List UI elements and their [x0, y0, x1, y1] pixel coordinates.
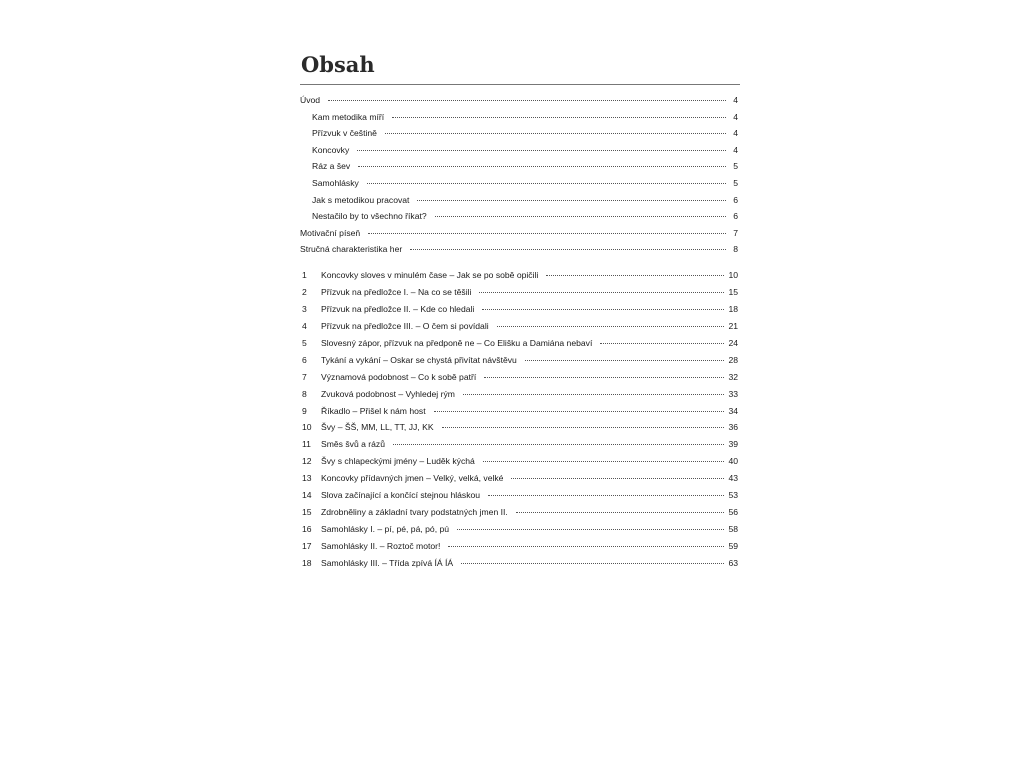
chapter-number: 16 [302, 524, 312, 535]
toc-entry[interactable] [300, 128, 738, 145]
dot-leader [497, 326, 725, 327]
toc-chapter-entry[interactable] [300, 304, 738, 321]
toc-entry-page: 6 [733, 194, 738, 205]
dot-leader [358, 166, 726, 167]
chapter-page: 24 [728, 337, 738, 348]
chapter-page: 34 [728, 405, 738, 416]
dot-leader [600, 343, 724, 344]
toc-entry-label: Nestačilo by to všechno říkat? [312, 211, 427, 222]
toc-entry-label: Koncovky [312, 144, 350, 155]
dot-leader [488, 495, 724, 496]
toc-entry[interactable] [300, 211, 738, 228]
toc-entry-page: 4 [733, 128, 738, 139]
chapter-page: 59 [728, 541, 738, 551]
toc-entry-label: Ráz a šev [312, 161, 351, 172]
toc-chapter-entry[interactable] [300, 456, 738, 473]
toc-entry[interactable] [300, 178, 738, 195]
chapter-number: 6 [302, 354, 307, 365]
toc-chapter-entry[interactable] [300, 287, 738, 304]
toc-entry[interactable] [300, 112, 738, 129]
chapter-page: 53 [728, 490, 738, 501]
toc-entry-page: 4 [733, 111, 738, 122]
toc-chapter-entry[interactable] [300, 389, 738, 406]
chapter-page: 58 [728, 524, 738, 535]
chapter-number: 13 [302, 473, 312, 484]
chapter-number: 9 [302, 405, 307, 416]
chapter-number: 4 [302, 320, 307, 331]
chapter-title: Švy – ŠŠ, MM, LL, TT, JJ, KK [321, 422, 434, 433]
toc-entry-label: Úvod [300, 95, 321, 105]
chapter-number: 8 [302, 388, 307, 399]
chapter-page: 56 [728, 507, 738, 518]
chapter-title: Samohlásky II. – Roztoč motor! [321, 541, 441, 551]
dot-leader [483, 461, 725, 462]
chapter-number: 17 [302, 541, 312, 551]
dot-leader [357, 150, 726, 151]
chapter-page: 40 [728, 456, 738, 467]
chapter-number: 15 [302, 507, 312, 518]
toc-chapter-entry[interactable] [300, 473, 738, 490]
dot-leader [392, 117, 726, 118]
chapter-title: Přízvuk na předložce II. – Kde co hledali [321, 303, 475, 314]
toc-entry-page: 4 [733, 95, 738, 105]
chapter-title: Samohlásky I. – pí, pé, pá, pó, pú [321, 524, 450, 535]
chapter-title: Zvuková podobnost – Vyhledej rým [321, 388, 455, 399]
chapter-number: 18 [302, 557, 312, 568]
chapter-title: Zdrobněliny a základní tvary podstatných jmen II. [321, 507, 508, 518]
toc-entry[interactable] [300, 95, 738, 112]
dot-leader [410, 249, 726, 250]
toc-entry-label: Stručná charakteristika her [300, 244, 403, 255]
chapter-number: 10 [302, 422, 312, 433]
dot-leader [442, 427, 725, 428]
toc-chapter-entry[interactable] [300, 338, 738, 355]
chapter-title: Významová podobnost – Co k sobě patří [321, 371, 477, 382]
chapter-number: 11 [302, 439, 311, 450]
toc-entry-page: 5 [733, 161, 738, 172]
chapter-page: 21 [728, 320, 738, 331]
toc-entry-page: 5 [733, 177, 738, 188]
dot-leader [525, 360, 725, 361]
chapter-page: 33 [728, 388, 738, 399]
dot-leader [328, 100, 726, 101]
dot-leader [448, 546, 724, 547]
chapter-title: Slova začínající a končící stejnou hláskou [321, 490, 481, 501]
toc-entry-page: 8 [733, 244, 738, 255]
toc-chapter-entry[interactable] [300, 524, 738, 541]
toc-chapter-entry[interactable] [300, 321, 738, 338]
page-title: Obsah [301, 52, 375, 77]
toc-chapter-entry[interactable] [300, 490, 738, 507]
toc-chapter-entry[interactable] [300, 439, 738, 456]
toc-entry-label: Jak s metodikou pracovat [312, 194, 410, 205]
toc-chapter-entry[interactable] [300, 406, 738, 423]
dot-leader [479, 292, 724, 293]
dot-leader [457, 529, 724, 530]
toc-entry-label: Samohlásky [312, 177, 359, 188]
chapter-title: Tykání a vykání – Oskar se chystá přivítat návštěvu [321, 354, 517, 365]
dot-leader [461, 563, 724, 564]
chapter-page: 18 [728, 303, 738, 314]
title-divider [300, 84, 740, 85]
dot-leader [417, 200, 726, 201]
toc-chapter-entry[interactable] [300, 541, 738, 558]
toc-chapter-entry[interactable] [300, 507, 738, 524]
chapter-title: Slovesný zápor, přízvuk na předponě ne – Co Elišku a Damiána nebaví [321, 337, 593, 348]
chapter-title: Přízvuk na předložce III. – O čem si povídali [321, 320, 489, 331]
dot-leader [511, 478, 724, 479]
dot-leader [435, 216, 726, 217]
chapter-title: Koncovky přídavných jmen – Velký, velká, velké [321, 473, 504, 484]
dot-leader [368, 233, 726, 234]
toc-entry-page: 4 [733, 144, 738, 155]
toc-entry[interactable] [300, 195, 738, 212]
chapter-page: 63 [728, 557, 738, 568]
toc-entry-page: 6 [733, 211, 738, 222]
toc-entry[interactable] [300, 161, 738, 178]
dot-leader [516, 512, 725, 513]
toc-intro-section [300, 95, 738, 261]
chapter-page: 36 [728, 422, 738, 433]
chapter-number: 5 [302, 337, 307, 348]
toc-chapter-entry[interactable] [300, 558, 738, 575]
dot-leader [367, 183, 726, 184]
chapter-title: Samohlásky III. – Třída zpívá ÍÁ ÍÁ [321, 557, 454, 568]
toc-chapter-entry[interactable] [300, 270, 738, 287]
toc-chapters-section [300, 270, 738, 575]
toc-entry-label: Kam metodika míří [312, 111, 385, 122]
dot-leader [546, 275, 724, 276]
chapter-page: 10 [728, 270, 738, 280]
chapter-title: Směs švů a rázů [321, 439, 385, 450]
chapter-page: 32 [728, 371, 738, 382]
dot-leader [434, 411, 725, 412]
dot-leader [463, 394, 725, 395]
toc-chapter-entry[interactable] [300, 355, 738, 372]
chapter-number: 3 [302, 303, 307, 314]
chapter-title: Koncovky sloves v minulém čase – Jak se po sobě opičili [321, 270, 539, 280]
toc-entry[interactable] [300, 145, 738, 162]
chapter-number: 2 [302, 286, 307, 297]
chapter-title: Říkadlo – Přišel k nám host [321, 405, 426, 416]
dot-leader [484, 377, 724, 378]
chapter-title: Švy s chlapeckými jmény – Luděk kýchá [321, 456, 475, 467]
chapter-number: 1 [302, 270, 307, 280]
dot-leader [385, 133, 726, 134]
toc-entry-label: Motivační píseň [300, 227, 361, 238]
toc-entry-label: Přízvuk v češtině [312, 128, 377, 139]
toc-entry-page: 7 [733, 227, 738, 238]
chapter-number: 14 [302, 490, 312, 501]
dot-leader [482, 309, 724, 310]
chapter-number: 7 [302, 371, 307, 382]
chapter-number: 12 [302, 456, 312, 467]
toc-entry[interactable] [300, 244, 738, 261]
chapter-page: 15 [728, 286, 738, 297]
toc-entry[interactable] [300, 228, 738, 245]
toc-chapter-entry[interactable] [300, 372, 738, 389]
chapter-page: 39 [728, 439, 738, 450]
toc-chapter-entry[interactable] [300, 422, 738, 439]
dot-leader [393, 444, 724, 445]
chapter-page: 43 [728, 473, 738, 484]
chapter-title: Přízvuk na předložce I. – Na co se těšili [321, 286, 472, 297]
chapter-page: 28 [728, 354, 738, 365]
